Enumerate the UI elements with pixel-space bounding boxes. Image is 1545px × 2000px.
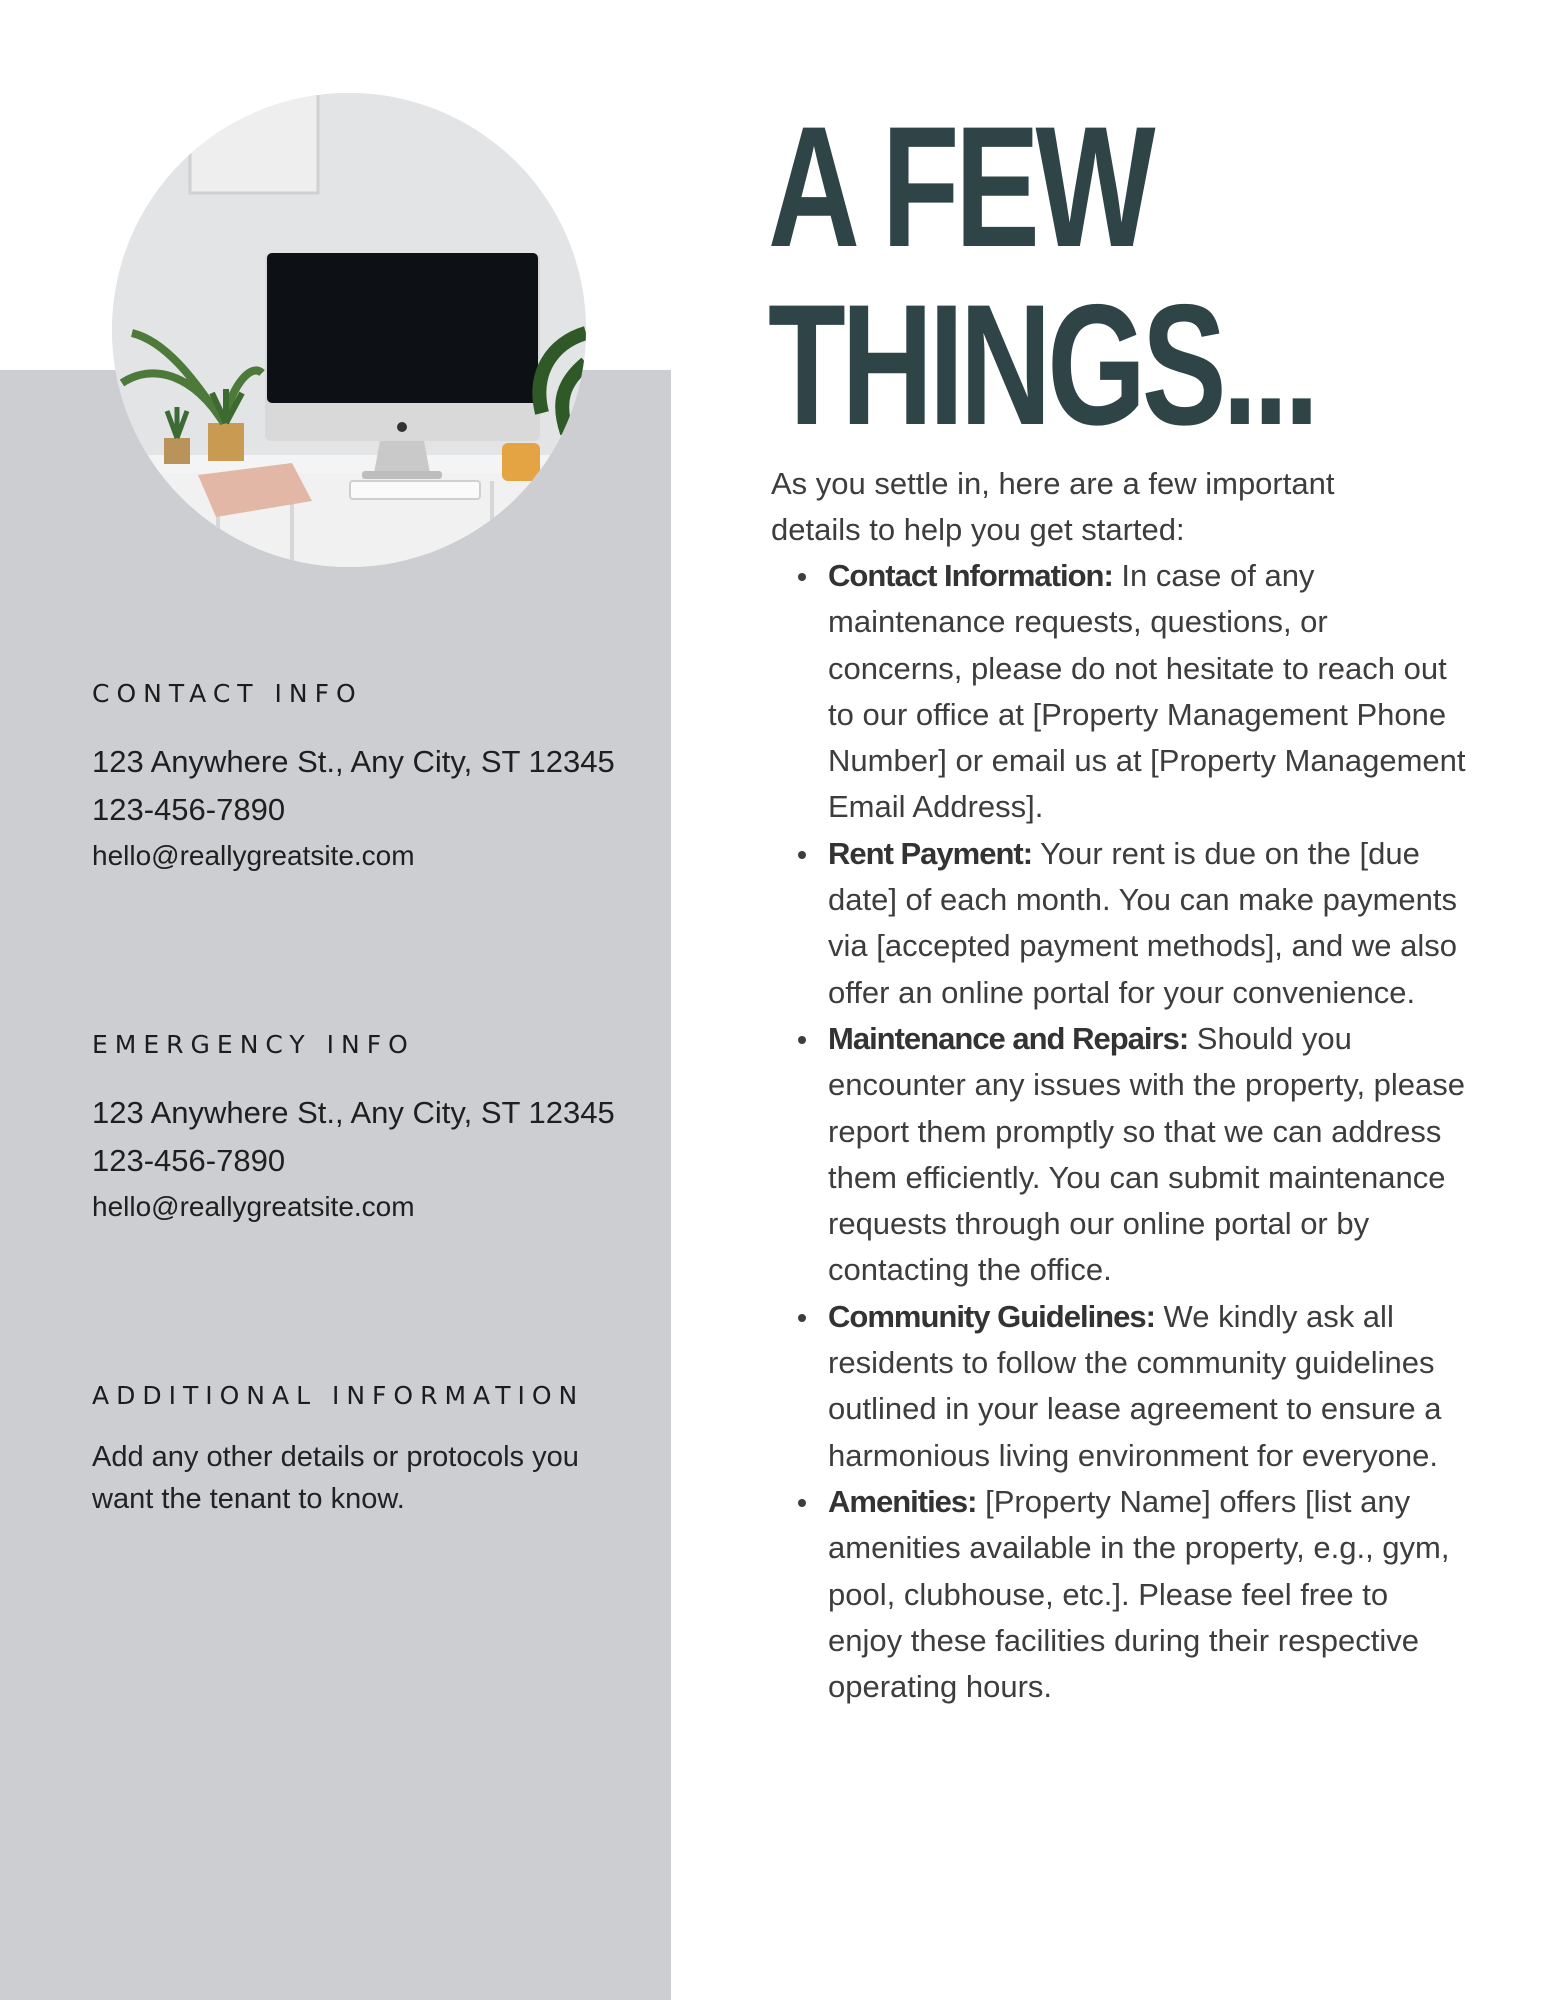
list-item-community [828, 1294, 1468, 1479]
bullet-text: [Property Name] offers [list any amenities available in the property, e.g., gym, pool, clubhouse, etc.]. Please feel free to enjoy these facilities during their respective operating hours. [828, 1483, 1450, 1705]
list-item-contact [828, 553, 1468, 831]
bullet-label: Amenities: [828, 1483, 977, 1519]
contact-address: 123 Anywhere St., Any City, ST 12345 [92, 744, 615, 779]
bullet-text: Should you encounter any issues with the property, please report them promptly so that we can address them efficiently. You can submit maintenance requests through our online portal or by contacting the office. [828, 1020, 1466, 1288]
intro-text: As you settle in, here are a few important details to help you get started: [771, 466, 1335, 547]
bullet-label: Rent Payment: [828, 835, 1033, 871]
emergency-info-section [92, 1030, 632, 1221]
contact-phone: 123-456-7890 [92, 792, 286, 827]
bullet-label: Maintenance and Repairs: [828, 1020, 1189, 1056]
emergency-email: hello@reallygreatsite.com [92, 1191, 415, 1222]
additional-info-text: Add any other details or protocols you want the tenant to know. [92, 1441, 579, 1515]
bullet-label: Contact Information: [828, 558, 1113, 593]
bullet-label: Community Guidelines: [828, 1298, 1155, 1334]
bullet-text: In case of any maintenance requests, questions, or concerns, please do not hesitate to reach out to our office at [Property Management Phone Number] or email us at [Property Management Email Address]. [828, 558, 1466, 825]
contact-info-heading: CONTACT INFO [92, 679, 363, 708]
additional-info-section [92, 1381, 632, 1520]
title-line-1: A FEW [768, 91, 1152, 283]
details-list [771, 553, 1468, 1710]
contact-email: hello@reallygreatsite.com [92, 840, 415, 871]
contact-info-section [92, 679, 632, 870]
emergency-address: 123 Anywhere St., Any City, ST 12345 [92, 1095, 615, 1130]
title-line-2: THINGS... [768, 269, 1315, 461]
additional-info-heading: ADDITIONAL INFORMATION [92, 1381, 585, 1410]
page-title [768, 91, 1360, 461]
emergency-phone: 123-456-7890 [92, 1143, 286, 1178]
emergency-info-heading: EMERGENCY INFO [92, 1030, 415, 1059]
bullet-text: We kindly ask all residents to follow the community guidelines outlined in your lease agreement to ensure a harmonious living environment for everyone. [828, 1298, 1442, 1473]
desk-computer-photo [112, 93, 586, 567]
bullet-text: Your rent is due on the [due date] of each month. You can make payments via [accepted payment methods], and we also offer an online portal for your convenience. [828, 835, 1458, 1010]
list-item-rent [828, 831, 1468, 1016]
list-item-maintenance [828, 1016, 1468, 1294]
list-item-amenities [828, 1479, 1468, 1710]
